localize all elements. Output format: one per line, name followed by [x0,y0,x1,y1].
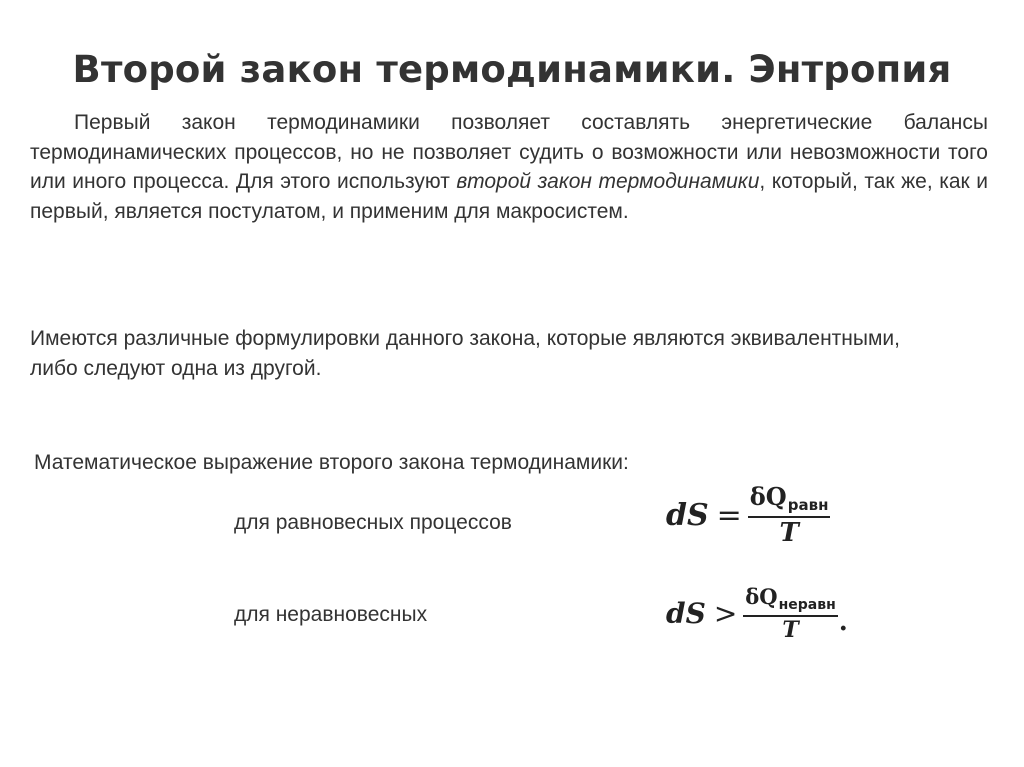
intro-text-after: , который, так же, как и первый, является постулатом, и применим для макросистем. [30,170,988,223]
formula-fraction [748,482,831,548]
numerator-subscript: неравн [778,597,836,613]
formula-denominator: T [782,617,799,643]
formula-denominator: T [779,518,799,548]
intro-emphasis: второй закон термодинамики [456,170,760,193]
numerator-subscript: равн [787,496,829,514]
nonequilibrium-formula [666,584,848,643]
formula-operator: > [713,597,738,630]
formula-lhs: dS [666,597,706,630]
equilibrium-label: для равновесных процессов [234,511,512,534]
equilibrium-formula [666,482,830,548]
formula-numerator [748,482,831,516]
formula-lhs: dS [666,497,709,533]
formula-numerator [743,584,837,615]
formula-fraction [743,584,837,643]
formula-operator: = [716,497,742,533]
intro-paragraph [30,108,988,226]
math-expression-heading: Математическое выражение второго закона термодинамики: [34,451,629,474]
formulations-paragraph: Имеются различные формулировки данного закона, которые являются эквивалентными, либо следуют одна из другой. [30,327,900,380]
nonequilibrium-label: для неравновесных [234,603,428,626]
intro-text-before: Первый закон термодинамики позволяет составлять энергетические балансы термодинамических процессов, но не позволяет судить о возможности или невозможности того или иного процесса. Для этого используют [30,111,988,193]
numerator-symbol: δQ [745,584,778,609]
numerator-symbol: δQ [749,482,787,511]
slide-title: Второй закон термодинамики. Энтропия [72,48,952,91]
formula-terminator: . [838,607,848,637]
